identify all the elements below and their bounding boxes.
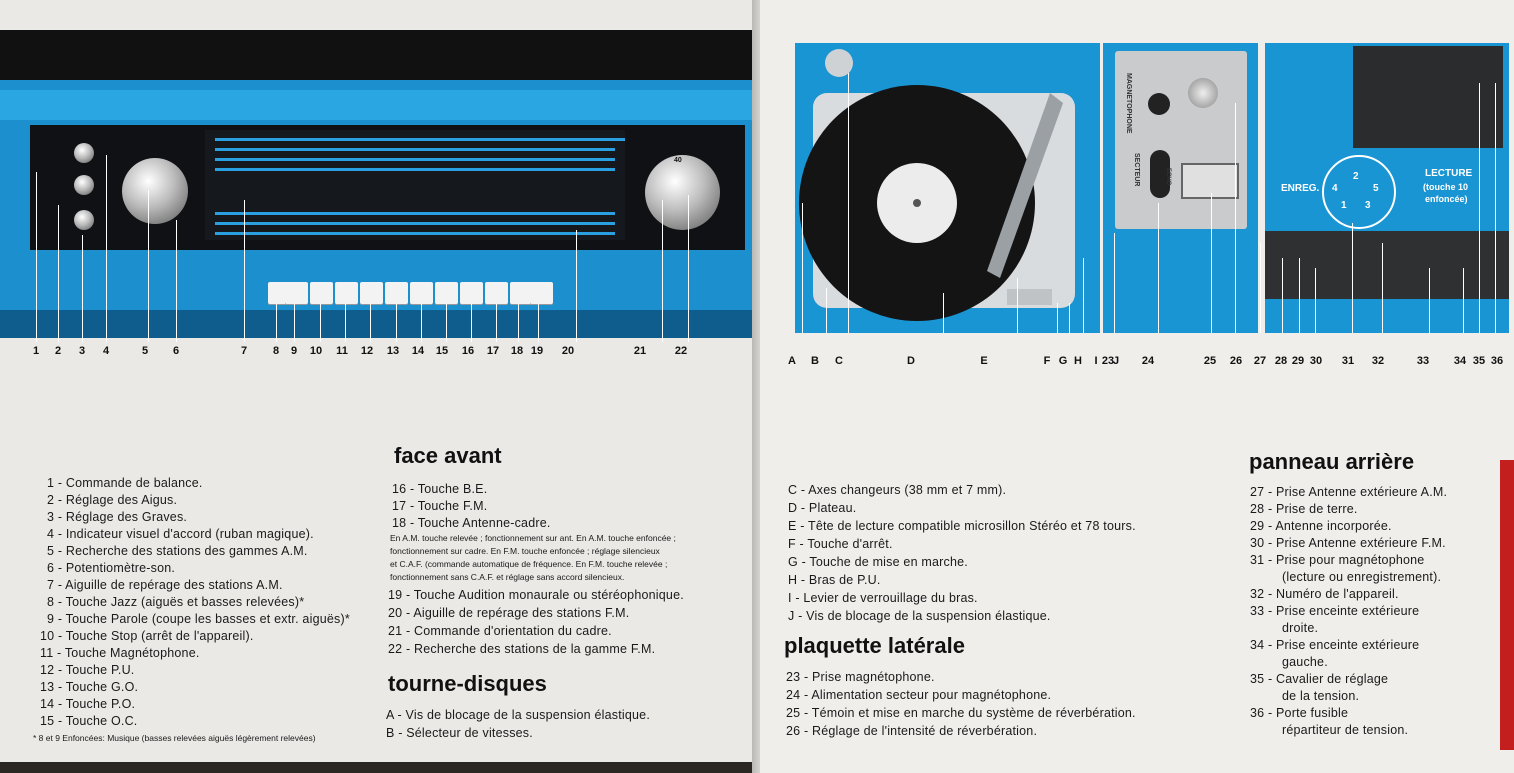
din-pin-4: 4 bbox=[1332, 183, 1338, 194]
callout-25: 25 bbox=[1203, 355, 1217, 367]
legend-item-35: 35 - Cavalier de réglage bbox=[1250, 672, 1389, 686]
callout-20: 20 bbox=[561, 345, 575, 357]
turntable-photo bbox=[795, 43, 1100, 333]
reverb-knob bbox=[1188, 78, 1218, 108]
key-16 bbox=[460, 282, 483, 304]
legend-item-22: 22 - Recherche des stations de la gamme F.M. bbox=[388, 642, 656, 656]
rear-panel-photo bbox=[1265, 43, 1509, 333]
callout-9: 9 bbox=[290, 345, 298, 357]
legend-item-f: F - Touche d'arrêt. bbox=[788, 537, 893, 551]
legend-item-20: 20 - Aiguille de repérage des stations F.M. bbox=[388, 606, 630, 620]
din-pin-1: 1 bbox=[1341, 200, 1347, 211]
lecture-sub-2: enfoncée) bbox=[1425, 194, 1468, 204]
key-14 bbox=[410, 282, 433, 304]
callout-34: 34 bbox=[1453, 355, 1467, 367]
echo-switch bbox=[1181, 163, 1239, 199]
page-bottom-shadow bbox=[0, 762, 760, 773]
legend-item-35-cont: de la tension. bbox=[1282, 689, 1360, 703]
callout-16: 16 bbox=[461, 345, 475, 357]
callout-27: 27 bbox=[1253, 355, 1267, 367]
note-18-line-3: et C.A.F. (commande automatique de fréquence. En F.M. touche relevée ; bbox=[390, 559, 668, 569]
legend-item-26: 26 - Réglage de l'intensité de réverbération. bbox=[786, 724, 1038, 738]
key-17 bbox=[485, 282, 508, 304]
legend-item-10: 10 - Touche Stop (arrêt de l'appareil). bbox=[40, 629, 254, 643]
legend-item-28: 28 - Prise de terre. bbox=[1250, 502, 1358, 516]
note-18-line-4: fonctionnement sans C.A.F. et réglage sans accord silencieux. bbox=[390, 572, 625, 582]
legend-item-2: 2 - Réglage des Aigus. bbox=[47, 493, 178, 507]
callout-4: 4 bbox=[102, 345, 110, 357]
callout-8: 8 bbox=[272, 345, 280, 357]
callout-32: 32 bbox=[1371, 355, 1385, 367]
callout-7: 7 bbox=[240, 345, 248, 357]
red-cover-edge bbox=[1500, 460, 1514, 750]
callout-15: 15 bbox=[435, 345, 449, 357]
key-12 bbox=[360, 282, 383, 304]
callout-21: 21 bbox=[633, 345, 647, 357]
callout-17: 17 bbox=[486, 345, 500, 357]
face-avant-title: face avant bbox=[394, 443, 502, 468]
key-15 bbox=[435, 282, 458, 304]
legend-item-1: 1 - Commande de balance. bbox=[47, 476, 203, 490]
legend-item-h: H - Bras de P.U. bbox=[788, 573, 881, 587]
callout-a: A bbox=[788, 355, 796, 367]
callout-36: 36 bbox=[1490, 355, 1504, 367]
callout-5: 5 bbox=[141, 345, 149, 357]
legend-item-30: 30 - Prise Antenne extérieure F.M. bbox=[1250, 536, 1446, 550]
legend-item-12: 12 - Touche P.U. bbox=[40, 663, 135, 677]
side-panel-photo bbox=[1103, 43, 1258, 333]
legend-item-33-cont: droite. bbox=[1282, 621, 1319, 635]
key-19 bbox=[530, 282, 553, 304]
legend-item-c: C - Axes changeurs (38 mm et 7 mm). bbox=[788, 483, 1007, 497]
din-pin-2: 2 bbox=[1353, 171, 1359, 182]
callout-29: 29 bbox=[1291, 355, 1305, 367]
legend-item-36-cont: répartiteur de tension. bbox=[1282, 723, 1409, 737]
legend-item-34-cont: gauche. bbox=[1282, 655, 1328, 669]
rear-top-block bbox=[1353, 46, 1503, 148]
callout-12: 12 bbox=[360, 345, 374, 357]
legend-item-3: 3 - Réglage des Graves. bbox=[47, 510, 188, 524]
callout-b: B bbox=[811, 355, 819, 367]
legend-item-23: 23 - Prise magnétophone. bbox=[786, 670, 935, 684]
legend-item-9: 9 - Touche Parole (coupe les basses et extr. aiguës)* bbox=[47, 612, 350, 626]
key-13 bbox=[385, 282, 408, 304]
callout-33: 33 bbox=[1416, 355, 1430, 367]
legend-item-e: E - Tête de lecture compatible microsillon Stéréo et 78 tours. bbox=[788, 519, 1136, 533]
magnetophone-label: MAGNETOPHONE bbox=[1125, 73, 1132, 134]
legend-item-i: I - Levier de verrouillage du bras. bbox=[788, 591, 978, 605]
legend-item-d: D - Plateau. bbox=[788, 501, 857, 515]
side-plate bbox=[1115, 51, 1247, 229]
callout-19: 19 bbox=[530, 345, 544, 357]
callout-18: 18 bbox=[510, 345, 524, 357]
legend-item-11: 11 - Touche Magnétophone. bbox=[40, 646, 200, 660]
enreg-label: ENREG. bbox=[1281, 183, 1320, 194]
legend-item-36: 36 - Porte fusible bbox=[1250, 706, 1349, 720]
callout-c: C bbox=[835, 355, 843, 367]
note-18-line-2: fonctionnement sur cadre. En F.M. touche enfoncée ; réglage silencieux bbox=[390, 546, 660, 556]
callout-13: 13 bbox=[386, 345, 400, 357]
right-page bbox=[760, 0, 1514, 773]
fm-tuning-knob bbox=[645, 155, 720, 230]
din-pin-5: 5 bbox=[1373, 183, 1379, 194]
legend-item-13: 13 - Touche G.O. bbox=[40, 680, 139, 694]
legend-item-4: 4 - Indicateur visuel d'accord (ruban magique). bbox=[47, 527, 314, 541]
lecture-label: LECTURE bbox=[1425, 168, 1473, 179]
legend-item-33: 33 - Prise enceinte extérieure bbox=[1250, 604, 1420, 618]
callout-e: E bbox=[980, 355, 988, 367]
callout-10: 10 bbox=[309, 345, 323, 357]
legend-item-18: 18 - Touche Antenne-cadre. bbox=[392, 516, 551, 530]
legend-item-21: 21 - Commande d'orientation du cadre. bbox=[388, 624, 612, 638]
legend-item-7: 7 - Aiguille de repérage des stations A.M. bbox=[47, 578, 283, 592]
am-tuning-knob bbox=[122, 158, 188, 224]
callout-24: 24 bbox=[1141, 355, 1155, 367]
callout-22: 22 bbox=[674, 345, 688, 357]
key-9 bbox=[285, 282, 308, 304]
rear-bottom-strip bbox=[1265, 231, 1509, 299]
legend-item-16: 16 - Touche B.E. bbox=[392, 482, 488, 496]
callout-28: 28 bbox=[1274, 355, 1288, 367]
note-18-line-1: En A.M. touche relevée ; fonctionnement sur ant. En A.M. touche enfoncée ; bbox=[390, 533, 676, 543]
callout-3: 3 bbox=[78, 345, 86, 357]
balance-knob bbox=[74, 143, 94, 163]
secteur-label: SECTEUR bbox=[1133, 153, 1140, 187]
legend-item-a: A - Vis de blocage de la suspension élastique. bbox=[386, 708, 651, 722]
legend-item-24: 24 - Alimentation secteur pour magnétophone. bbox=[786, 688, 1052, 702]
callout-31: 31 bbox=[1341, 355, 1355, 367]
legend-item-8: 8 - Touche Jazz (aiguës et basses relevées)* bbox=[47, 595, 305, 609]
legend-footnote: * 8 et 9 Enfoncées: Musique (basses relevées aiguës légèrement relevées) bbox=[33, 733, 316, 743]
radio-front-photo bbox=[0, 30, 760, 338]
legend-item-6: 6 - Potentiomètre-son. bbox=[47, 561, 176, 575]
callout-h: H bbox=[1074, 355, 1082, 367]
callout-6: 6 bbox=[172, 345, 180, 357]
callout-2: 2 bbox=[54, 345, 62, 357]
treble-knob bbox=[74, 175, 94, 195]
legend-item-27: 27 - Prise Antenne extérieure A.M. bbox=[1250, 485, 1448, 499]
panneau-title: panneau arrière bbox=[1249, 449, 1415, 474]
legend-item-32: 32 - Numéro de l'appareil. bbox=[1250, 587, 1399, 601]
legend-item-31-cont: (lecture ou enregistrement). bbox=[1282, 570, 1442, 584]
tourne-disques-title: tourne-disques bbox=[388, 671, 547, 696]
legend-item-34: 34 - Prise enceinte extérieure bbox=[1250, 638, 1420, 652]
callout-f: F bbox=[1043, 355, 1051, 367]
legend-item-j: J - Vis de blocage de la suspension élastique. bbox=[788, 609, 1051, 623]
plaquette-title: plaquette latérale bbox=[784, 633, 965, 658]
lecture-sub-1: (touche 10 bbox=[1423, 182, 1469, 192]
legend-item-25: 25 - Témoin et mise en marche du système de réverbération. bbox=[786, 706, 1136, 720]
legend-item-29: 29 - Antenne incorporée. bbox=[1250, 519, 1392, 533]
din-pin-3: 3 bbox=[1365, 200, 1371, 211]
bass-knob bbox=[74, 210, 94, 230]
callout-30: 30 bbox=[1309, 355, 1323, 367]
echo-label: ECHO bbox=[1165, 168, 1171, 186]
callout-14: 14 bbox=[411, 345, 425, 357]
callout-35: 35 bbox=[1472, 355, 1486, 367]
legend-item-15: 15 - Touche O.C. bbox=[40, 714, 138, 728]
callout-1: 1 bbox=[32, 345, 40, 357]
magnetophone-socket bbox=[1148, 93, 1170, 115]
legend-item-31: 31 - Prise pour magnétophone bbox=[1250, 553, 1425, 567]
legend-item-14: 14 - Touche P.O. bbox=[40, 697, 136, 711]
legend-item-17: 17 - Touche F.M. bbox=[392, 499, 488, 513]
legend-item-5: 5 - Recherche des stations des gammes A.M. bbox=[47, 544, 308, 558]
legend-item-g: G - Touche de mise en marche. bbox=[788, 555, 968, 569]
callout-j: J bbox=[1112, 355, 1120, 367]
callout-11: 11 bbox=[336, 345, 348, 357]
callout-d: D bbox=[907, 355, 915, 367]
callout-g: G bbox=[1058, 355, 1068, 367]
callout-26: 26 bbox=[1229, 355, 1243, 367]
legend-item-b: B - Sélecteur de vitesses. bbox=[386, 726, 533, 740]
turntable-illustration bbox=[795, 43, 1100, 333]
key-10 bbox=[310, 282, 333, 304]
callout-i: I bbox=[1094, 355, 1098, 367]
dial-40-text: 40 bbox=[674, 157, 682, 164]
legend-item-19: 19 - Touche Audition monaurale ou stéréophonique. bbox=[388, 588, 684, 602]
callout-23: 23 bbox=[1101, 355, 1115, 367]
key-11 bbox=[335, 282, 358, 304]
